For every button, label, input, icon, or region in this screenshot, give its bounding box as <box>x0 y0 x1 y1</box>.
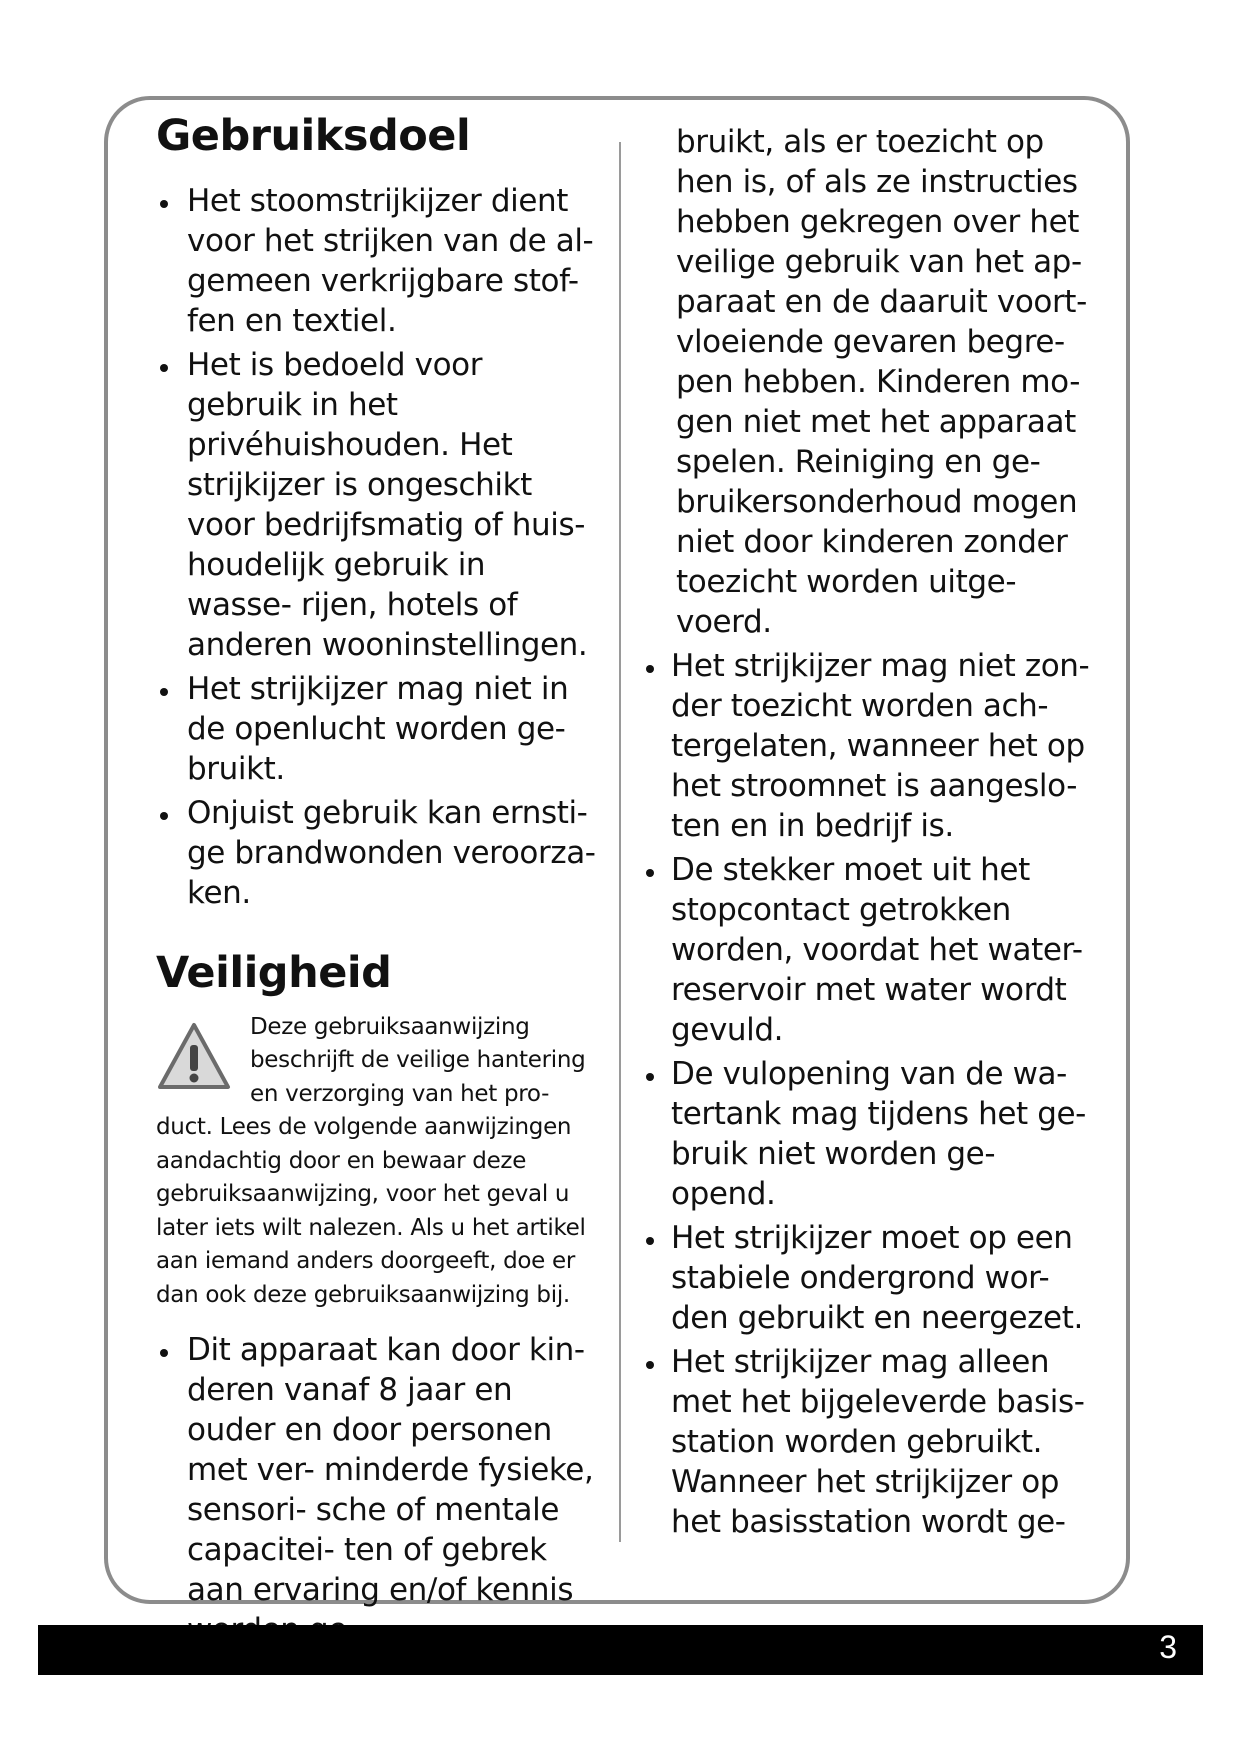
column-divider <box>619 142 621 1542</box>
list-item: Het strijkijzer moet op een stabiele ondergrond wor- den gebruikt en neergezet. <box>642 1218 1092 1338</box>
warning-text: Deze gebruiksaanwijzing beschrijft de veilige hantering en verzorging van het pro- duct. Lees de volgende aanwijzingen aandachtig door en bewaar deze gebruiksaanwijzing, voor het geval u later iets wilt nalezen. Als u het artikel aan iemand anders doorgeeft, doe er dan ook deze gebruiksaanwijzing bij. <box>156 1013 586 1308</box>
right-column <box>642 122 1092 1546</box>
page-number: 3 <box>1159 1629 1177 1665</box>
list-item: Het strijkijzer mag niet zon- der toezicht worden ach- tergelaten, wanneer het op het stroomnet is aangeslo- ten en in bedrijf is. <box>642 646 1092 846</box>
section-title-gebruiksdoel: Gebruiksdoel <box>156 111 471 161</box>
continued-text: bruikt, als er toezicht op hen is, of als ze instructies hebben gekregen over het veilige gebruik van het ap- paraat en de daaruit voort- vloeiende gevaren begre- pen hebben. Kinderen mo- gen niet met het apparaat spelen. Reiniging en ge- bruikersonderhoud mogen niet door kinderen zonder toezicht worden uitge- voerd. <box>676 124 1087 640</box>
list-item: Dit apparaat kan door kin- deren vanaf 8 jaar en ouder en door personen met ver- minderde fysieke, sensori- sche of mentale capacitei- ten of gebrek aan ervaring en/of kennis <box>156 1330 596 1650</box>
warning-note <box>156 1011 596 1313</box>
list-item: Het is bedoeld voor gebruik in het privéhuishouden. Het strijkijzer is ongeschikt voor bedrijfsmatig of huis- houdelijk gebruik in wasse- rijen, hotels of anderen wooninstellingen. <box>156 345 596 665</box>
gebruiksdoel-list <box>156 181 596 913</box>
list-item: De stekker moet uit het stopcontact getrokken worden, voordat het water- reservoir met water wordt gevuld. <box>642 850 1092 1050</box>
footer-bar <box>38 1625 1203 1675</box>
list-item: De vulopening van de wa- tertank mag tijdens het ge- bruik niet worden ge- opend. <box>642 1054 1092 1214</box>
list-item: Het strijkijzer mag alleen met het bijgeleverde basis- station worden gebruikt. Wanneer het strijkijzer op het basisstation wordt ge- <box>642 1342 1092 1542</box>
left-column <box>156 112 596 1654</box>
veiligheid-list-left <box>156 1330 596 1650</box>
list-item: Het stoomstrijkijzer dient voor het strijken van de al- gemeen verkrijgbare stof- fen en textiel. <box>156 181 596 341</box>
veiligheid-list-right <box>642 646 1092 1542</box>
section-title-veiligheid: Veiligheid <box>156 948 392 999</box>
list-item: Onjuist gebruik kan ernsti- ge brandwonden veroorza- ken. <box>156 793 596 913</box>
warning-triangle-icon <box>156 1019 232 1095</box>
list-item: Het strijkijzer mag niet in de openlucht worden ge- bruikt. <box>156 669 596 789</box>
